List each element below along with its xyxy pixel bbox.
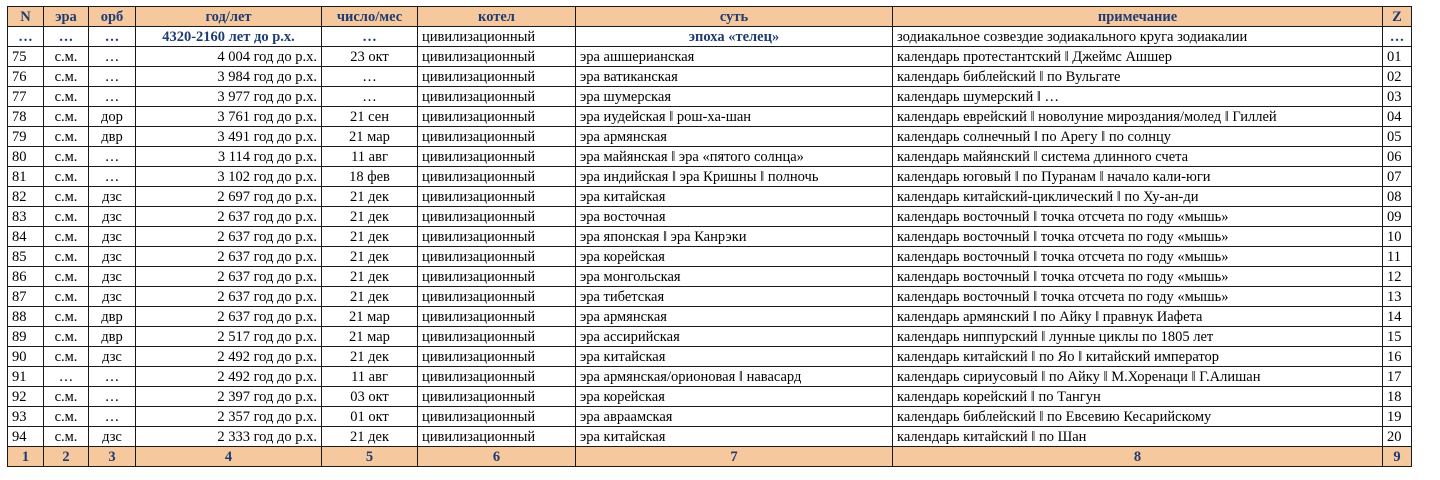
table-row: [8, 427, 1412, 447]
cell-era: с.м.: [44, 387, 89, 407]
cell-day-month: 21 дек: [322, 207, 418, 227]
cell-n: …: [8, 27, 44, 47]
header-z: Z: [1383, 7, 1412, 27]
cell-note: календарь восточный ‖ точка отсчета по году «мышь»: [893, 247, 1383, 267]
table-row: [8, 387, 1412, 407]
cell-cauldron: цивилизационный: [418, 167, 576, 187]
cell-orb: …: [89, 407, 136, 427]
table-row: [8, 67, 1412, 87]
cell-gist: эра китайская: [576, 187, 893, 207]
cell-z: 13: [1383, 287, 1412, 307]
cell-n: 84: [8, 227, 44, 247]
cell-orb: …: [89, 67, 136, 87]
cell-era: с.м.: [44, 47, 89, 67]
cell-year: 2 492 год до р.х.: [136, 367, 322, 387]
cell-year: 2 357 год до р.х.: [136, 407, 322, 427]
table-header: [8, 7, 1412, 27]
cell-z: 15: [1383, 327, 1412, 347]
cell-day-month: 21 дек: [322, 187, 418, 207]
cell-year: 2 637 год до р.х.: [136, 267, 322, 287]
cell-cauldron: цивилизационный: [418, 147, 576, 167]
cell-orb: дор: [89, 107, 136, 127]
cell-n: 80: [8, 147, 44, 167]
cell-note: календарь восточный ‖ точка отсчета по году «мышь»: [893, 267, 1383, 287]
cell-cauldron: цивилизационный: [418, 67, 576, 87]
cell-gist: эра авраамская: [576, 407, 893, 427]
cell-day-month: …: [322, 27, 418, 47]
cell-gist: эра майянская ‖ эра «пятого солнца»: [576, 147, 893, 167]
cell-era: с.м.: [44, 87, 89, 107]
cell-cauldron: цивилизационный: [418, 87, 576, 107]
cell-orb: дзс: [89, 227, 136, 247]
cell-day-month: 18 фев: [322, 167, 418, 187]
table-row: [8, 327, 1412, 347]
cell-year: 2 637 год до р.х.: [136, 227, 322, 247]
cell-cauldron: цивилизационный: [418, 287, 576, 307]
cell-year: 2 637 год до р.х.: [136, 287, 322, 307]
cell-z: 03: [1383, 87, 1412, 107]
cell-cauldron: цивилизационный: [418, 387, 576, 407]
cell-orb: …: [89, 87, 136, 107]
table-row: [8, 147, 1412, 167]
cell-n: 91: [8, 367, 44, 387]
cell-orb: …: [89, 147, 136, 167]
cell-orb: дзс: [89, 427, 136, 447]
cell-day-month: 21 сен: [322, 107, 418, 127]
cell-z: 18: [1383, 387, 1412, 407]
cell-orb: двр: [89, 127, 136, 147]
cell-n: 81: [8, 167, 44, 187]
cell-year: 4 004 год до р.х.: [136, 47, 322, 67]
cell-z: 06: [1383, 147, 1412, 167]
cell-n: 85: [8, 247, 44, 267]
cell-gist: эра восточная: [576, 207, 893, 227]
header-era: эра: [44, 7, 89, 27]
footer-col-6: 6: [418, 447, 576, 467]
cell-note: зодиакальное созвездие зодиакального круга зодиакалии: [893, 27, 1383, 47]
cell-note: календарь армянский ‖ по Айку ‖ правнук Иафета: [893, 307, 1383, 327]
cell-day-month: 03 окт: [322, 387, 418, 407]
cell-era: с.м.: [44, 187, 89, 207]
cell-orb: дзс: [89, 207, 136, 227]
cell-day-month: 21 дек: [322, 247, 418, 267]
table-row: [8, 407, 1412, 427]
cell-n: 92: [8, 387, 44, 407]
cell-year: 2 492 год до р.х.: [136, 347, 322, 367]
cell-cauldron: цивилизационный: [418, 367, 576, 387]
cell-gist: эра ашшерианская: [576, 47, 893, 67]
cell-orb: …: [89, 387, 136, 407]
cell-year: 3 977 год до р.х.: [136, 87, 322, 107]
cell-gist: эра ассирийская: [576, 327, 893, 347]
cell-year: 2 637 год до р.х.: [136, 307, 322, 327]
table-row: [8, 107, 1412, 127]
cell-z: 17: [1383, 367, 1412, 387]
cell-day-month: 21 дек: [322, 227, 418, 247]
cell-gist: эра индийская ‖ эра Кришны ‖ полночь: [576, 167, 893, 187]
cell-note: календарь китайский-циклический ‖ по Ху-ан-ди: [893, 187, 1383, 207]
cell-n: 89: [8, 327, 44, 347]
cell-gist: эра армянская: [576, 127, 893, 147]
cell-orb: …: [89, 167, 136, 187]
header-n: N: [8, 7, 44, 27]
header-note: примечание: [893, 7, 1383, 27]
cell-orb: …: [89, 27, 136, 47]
footer-col-4: 4: [136, 447, 322, 467]
table-row: [8, 247, 1412, 267]
cell-gist: эра ватиканская: [576, 67, 893, 87]
cell-z: 19: [1383, 407, 1412, 427]
cell-day-month: 21 мар: [322, 307, 418, 327]
cell-n: 83: [8, 207, 44, 227]
cell-n: 93: [8, 407, 44, 427]
table-row: [8, 127, 1412, 147]
cell-n: 77: [8, 87, 44, 107]
footer-col-9: 9: [1383, 447, 1412, 467]
cell-note: календарь майянский ‖ система длинного счета: [893, 147, 1383, 167]
cell-orb: дзс: [89, 187, 136, 207]
cell-era: …: [44, 27, 89, 47]
cell-year: 3 114 год до р.х.: [136, 147, 322, 167]
header-orb: орб: [89, 7, 136, 27]
cell-year: 3 102 год до р.х.: [136, 167, 322, 187]
cell-day-month: …: [322, 87, 418, 107]
cell-year: 3 761 год до р.х.: [136, 107, 322, 127]
table-footer: [8, 447, 1412, 467]
cell-gist: эра китайская: [576, 347, 893, 367]
cell-day-month: 21 дек: [322, 427, 418, 447]
cell-note: календарь библейский ‖ по Евсевию Кесарийскому: [893, 407, 1383, 427]
cell-year: 3 491 год до р.х.: [136, 127, 322, 147]
cell-n: 76: [8, 67, 44, 87]
cell-day-month: 11 авг: [322, 367, 418, 387]
cell-day-month: 21 мар: [322, 127, 418, 147]
cell-note: календарь китайский ‖ по Шан: [893, 427, 1383, 447]
cell-n: 79: [8, 127, 44, 147]
cell-gist: эра корейская: [576, 387, 893, 407]
cell-n: 94: [8, 427, 44, 447]
cell-cauldron: цивилизационный: [418, 247, 576, 267]
cell-note: календарь восточный ‖ точка отсчета по году «мышь»: [893, 227, 1383, 247]
cell-note: календарь юговый ‖ по Пуранам ‖ начало кали-юги: [893, 167, 1383, 187]
cell-orb: дзс: [89, 287, 136, 307]
cell-orb: дзс: [89, 347, 136, 367]
footer-col-1: 1: [8, 447, 44, 467]
cell-day-month: …: [322, 67, 418, 87]
cell-era: с.м.: [44, 207, 89, 227]
cell-note: календарь ниппурский ‖ лунные циклы по 1805 лет: [893, 327, 1383, 347]
cell-year: 4320-2160 лет до р.х.: [136, 27, 322, 47]
cell-orb: двр: [89, 307, 136, 327]
cell-era: с.м.: [44, 347, 89, 367]
table-row: [8, 347, 1412, 367]
cell-year: 2 637 год до р.х.: [136, 207, 322, 227]
cell-era: с.м.: [44, 147, 89, 167]
cell-note: календарь восточный ‖ точка отсчета по году «мышь»: [893, 287, 1383, 307]
cell-z: 20: [1383, 427, 1412, 447]
cell-z: 08: [1383, 187, 1412, 207]
cell-z: 05: [1383, 127, 1412, 147]
footer-col-8: 8: [893, 447, 1383, 467]
cell-gist: эра армянская/орионовая ‖ навасард: [576, 367, 893, 387]
header-row: [8, 7, 1412, 27]
cell-n: 88: [8, 307, 44, 327]
table-row: [8, 287, 1412, 307]
cell-era: с.м.: [44, 247, 89, 267]
cell-note: календарь еврейский ‖ новолуние мироздания/молед ‖ Гиллей: [893, 107, 1383, 127]
table-row-lead: [8, 27, 1412, 47]
cell-era: с.м.: [44, 67, 89, 87]
cell-year: 2 397 год до р.х.: [136, 387, 322, 407]
cell-z: 01: [1383, 47, 1412, 67]
footer-col-2: 2: [44, 447, 89, 467]
cell-day-month: 21 дек: [322, 347, 418, 367]
cell-z: 04: [1383, 107, 1412, 127]
cell-day-month: 21 мар: [322, 327, 418, 347]
footer-col-3: 3: [89, 447, 136, 467]
cell-orb: …: [89, 367, 136, 387]
cell-era: с.м.: [44, 167, 89, 187]
cell-cauldron: цивилизационный: [418, 127, 576, 147]
header-year: год/лет: [136, 7, 322, 27]
cell-gist: эра шумерская: [576, 87, 893, 107]
cell-year: 2 697 год до р.х.: [136, 187, 322, 207]
cell-cauldron: цивилизационный: [418, 327, 576, 347]
cell-z: 14: [1383, 307, 1412, 327]
cell-z: 16: [1383, 347, 1412, 367]
cell-gist: эра иудейская ‖ рош-ха-шан: [576, 107, 893, 127]
table-row: [8, 87, 1412, 107]
cell-era: с.м.: [44, 287, 89, 307]
header-gist: суть: [576, 7, 893, 27]
cell-cauldron: цивилизационный: [418, 427, 576, 447]
cell-note: календарь библейский ‖ по Вульгате: [893, 67, 1383, 87]
cell-cauldron: цивилизационный: [418, 47, 576, 67]
table-row: [8, 227, 1412, 247]
cell-note: календарь солнечный ‖ по Арегу ‖ по солнцу: [893, 127, 1383, 147]
cell-note: календарь восточный ‖ точка отсчета по году «мышь»: [893, 207, 1383, 227]
cell-gist: эра тибетская: [576, 287, 893, 307]
cell-day-month: 21 дек: [322, 267, 418, 287]
cell-note: календарь сириусовый ‖ по Айку ‖ М.Хоренаци ‖ Г.Алишан: [893, 367, 1383, 387]
table-row: [8, 167, 1412, 187]
header-cauldron: котел: [418, 7, 576, 27]
cell-gist: эра армянская: [576, 307, 893, 327]
cell-day-month: 01 окт: [322, 407, 418, 427]
table-row: [8, 207, 1412, 227]
cell-cauldron: цивилизационный: [418, 187, 576, 207]
cell-cauldron: цивилизационный: [418, 107, 576, 127]
footer-col-5: 5: [322, 447, 418, 467]
cell-cauldron: цивилизационный: [418, 407, 576, 427]
cell-n: 86: [8, 267, 44, 287]
cell-era: с.м.: [44, 267, 89, 287]
cell-z: 09: [1383, 207, 1412, 227]
table-wrapper: [7, 6, 1412, 467]
cell-year: 2 637 год до р.х.: [136, 247, 322, 267]
cell-n: 90: [8, 347, 44, 367]
table-body: [8, 27, 1412, 447]
table-row: [8, 307, 1412, 327]
table-row: [8, 367, 1412, 387]
cell-gist: эра монгольская: [576, 267, 893, 287]
footer-col-7: 7: [576, 447, 893, 467]
table-row: [8, 187, 1412, 207]
cell-year: 2 517 год до р.х.: [136, 327, 322, 347]
cell-day-month: 11 авг: [322, 147, 418, 167]
cell-cauldron: цивилизационный: [418, 307, 576, 327]
cell-orb: …: [89, 47, 136, 67]
cell-z: 07: [1383, 167, 1412, 187]
cell-cauldron: цивилизационный: [418, 207, 576, 227]
cell-note: календарь шумерский ‖ …: [893, 87, 1383, 107]
cell-z: 02: [1383, 67, 1412, 87]
cell-orb: двр: [89, 327, 136, 347]
cell-era: с.м.: [44, 427, 89, 447]
cell-orb: дзс: [89, 267, 136, 287]
cell-z: …: [1383, 27, 1412, 47]
cell-year: 3 984 год до р.х.: [136, 67, 322, 87]
cell-z: 12: [1383, 267, 1412, 287]
cell-gist: эра китайская: [576, 427, 893, 447]
cell-n: 87: [8, 287, 44, 307]
cell-note: календарь корейский ‖ по Тангун: [893, 387, 1383, 407]
cell-z: 11: [1383, 247, 1412, 267]
cell-era: с.м.: [44, 107, 89, 127]
cell-gist: эра корейская: [576, 247, 893, 267]
cell-cauldron: цивилизационный: [418, 267, 576, 287]
cell-cauldron: цивилизационный: [418, 347, 576, 367]
cell-n: 78: [8, 107, 44, 127]
cell-z: 10: [1383, 227, 1412, 247]
table-row: [8, 267, 1412, 287]
cell-n: 75: [8, 47, 44, 67]
cell-n: 82: [8, 187, 44, 207]
cell-cauldron: цивилизационный: [418, 227, 576, 247]
header-day-month: число/мес: [322, 7, 418, 27]
table-row: [8, 47, 1412, 67]
cell-era: с.м.: [44, 227, 89, 247]
cell-orb: дзс: [89, 247, 136, 267]
cell-gist: эпоха «телец»: [576, 27, 893, 47]
calendar-eras-table: [7, 6, 1412, 467]
cell-day-month: 21 дек: [322, 287, 418, 307]
cell-era: с.м.: [44, 127, 89, 147]
cell-era: …: [44, 367, 89, 387]
cell-note: календарь протестантский ‖ Джеймс Ашшер: [893, 47, 1383, 67]
cell-era: с.м.: [44, 307, 89, 327]
cell-year: 2 333 год до р.х.: [136, 427, 322, 447]
cell-day-month: 23 окт: [322, 47, 418, 67]
footer-row: [8, 447, 1412, 467]
cell-era: с.м.: [44, 407, 89, 427]
cell-note: календарь китайский ‖ по Яо ‖ китайский император: [893, 347, 1383, 367]
cell-cauldron: цивилизационный: [418, 27, 576, 47]
cell-era: с.м.: [44, 327, 89, 347]
cell-gist: эра японская ‖ эра Канрэки: [576, 227, 893, 247]
